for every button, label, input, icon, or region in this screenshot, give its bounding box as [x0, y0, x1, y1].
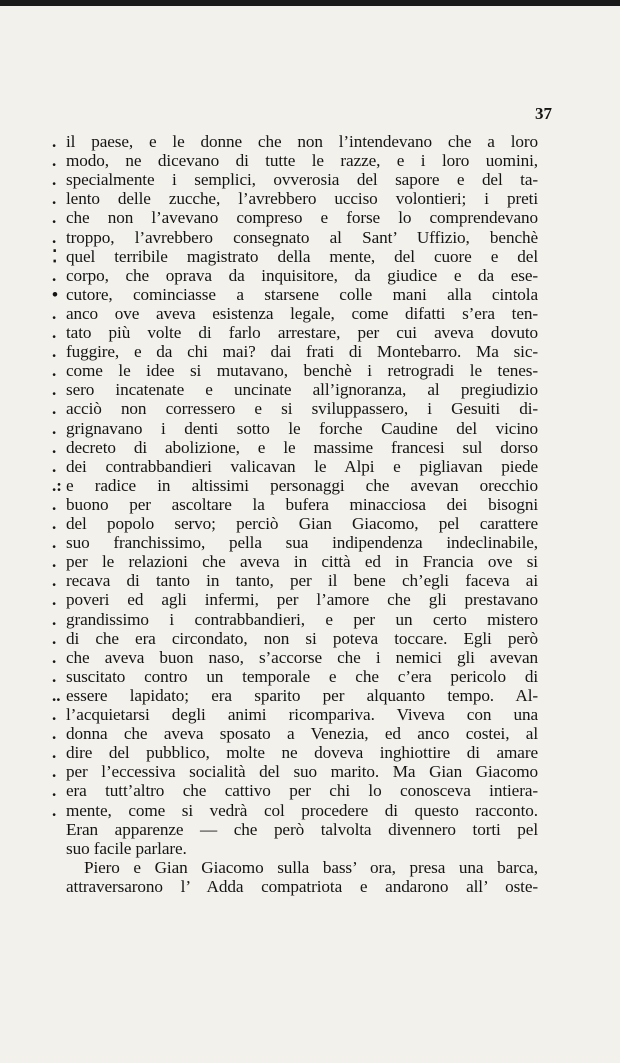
margin-mark: . [52, 189, 57, 208]
margin-mark: . [52, 801, 57, 820]
page-number: 37 [535, 104, 552, 123]
margin-mark: . [52, 380, 57, 399]
text-line: dire del pubblico, molte ne doveva inghiottire di amare [66, 743, 538, 762]
margin-mark: . [52, 724, 57, 743]
margin-mark: . [52, 151, 57, 170]
text-line: quel terribile magistrato della mente, del cuore e del [66, 247, 538, 266]
text-line: anco ove aveva esistenza legale, come difatti s’era ten- [66, 304, 538, 323]
text-line: buono per ascoltare la bufera minacciosa dei bisogni [66, 495, 538, 514]
text-line: recava di tanto in tanto, per il bene ch’egli faceva ai [66, 571, 538, 590]
text-line: tato più volte di farlo arrestare, per cui aveva dovuto [66, 323, 538, 342]
text-line: decreto di abolizione, e le massime francesi sul dorso [66, 438, 538, 457]
page-top-edge [0, 0, 620, 6]
margin-mark: . [52, 399, 57, 418]
margin-mark: . [52, 132, 57, 151]
margin-mark: ⁚ [52, 247, 58, 266]
text-line: e radice in altissimi personaggi che avevan orecchio [66, 476, 538, 495]
text-line: attraversarono l’ Adda compatriota e andarono all’ oste- [66, 877, 538, 896]
text-line: corpo, che oprava da inquisitore, da giudice e da ese- [66, 266, 538, 285]
text-line: grandissimo i contrabbandieri, e per un certo mistero [66, 610, 538, 629]
margin-mark: . [52, 323, 57, 342]
text-line: grignavano i denti sotto le forche Caudine del vicino [66, 419, 538, 438]
margin-mark: . [52, 762, 57, 781]
margin-mark: . [52, 629, 57, 648]
text-line: suscitato contro un temporale e che c’era pericolo di [66, 667, 538, 686]
text-line: Eran apparenze — che però talvolta divennero torti pel [66, 820, 538, 839]
text-line: per l’eccessiva socialità del suo marito. Ma Gian Giacomo [66, 762, 538, 781]
margin-mark: .: [52, 476, 62, 495]
margin-mark: . [52, 514, 57, 533]
text-line: che aveva buon naso, s’accorse che i nemici gli avevan [66, 648, 538, 667]
text-line: suo franchissimo, pella sua indipendenza indeclinabile, [66, 533, 538, 552]
margin-mark: . [52, 495, 57, 514]
text-line: come le idee si mutavano, benchè i retrogradi le tenes- [66, 361, 538, 380]
margin-mark: . [52, 743, 57, 762]
text-line: acciò non corressero e si sviluppassero, i Gesuiti di- [66, 399, 538, 418]
margin-mark: . [52, 571, 57, 590]
text-line: sero incatenate e uncinate all’ignoranza, al pregiudizio [66, 380, 538, 399]
margin-mark: . [52, 419, 57, 438]
margin-mark: . [52, 457, 57, 476]
text-line: era tutt’altro che cattivo per chi lo conosceva intiera- [66, 781, 538, 800]
margin-mark: . [52, 266, 57, 285]
margin-mark: . [52, 781, 57, 800]
margin-mark: • [52, 285, 58, 304]
text-line: modo, ne dicevano di tutte le razze, e i loro uomini, [66, 151, 538, 170]
margin-mark: .. [52, 686, 61, 705]
text-line: dei contrabbandieri valicavan le Alpi e pigliavan piede [66, 457, 538, 476]
margin-mark: . [52, 304, 57, 323]
margin-mark: . [52, 208, 57, 227]
text-line: donna che aveva sposato a Venezia, ed anco costei, al [66, 724, 538, 743]
margin-mark: . [52, 667, 57, 686]
margin-mark: . [52, 610, 57, 629]
margin-mark: . [52, 361, 57, 380]
text-line: di che era circondato, non si poteva toccare. Egli però [66, 629, 538, 648]
text-line: del popolo servo; perciò Gian Giacomo, pel carattere [66, 514, 538, 533]
margin-mark: . [52, 590, 57, 609]
margin-mark: . [52, 170, 57, 189]
text-line: l’acquietarsi degli animi ricompariva. Viveva con una [66, 705, 538, 724]
text-line: lento delle zucche, l’avrebbero ucciso volontieri; i preti [66, 189, 538, 208]
margin-mark: . [52, 648, 57, 667]
margin-mark: . [52, 228, 57, 247]
text-line: il paese, e le donne che non l’intendevano che a loro [66, 132, 538, 151]
text-line: fuggire, e da chi mai? dai frati di Montebarro. Ma sic- [66, 342, 538, 361]
text-line: suo facile parlare. [66, 839, 187, 858]
text-line: che non l’avevano compreso e forse lo comprendevano [66, 208, 538, 227]
text-line: per le relazioni che aveva in città ed in Francia ove si [66, 552, 538, 571]
text-line: troppo, l’avrebbero consegnato al Sant’ Uffizio, benchè [66, 228, 538, 247]
text-line: specialmente i semplici, ovverosia del sapore e del ta- [66, 170, 538, 189]
text-line: Piero e Gian Giacomo sulla bass’ ora, presa una barca, [84, 858, 538, 877]
margin-mark: . [52, 552, 57, 571]
margin-mark: . [52, 342, 57, 361]
text-line: mente, come si vedrà col procedere di questo racconto. [66, 801, 538, 820]
margin-mark: . [52, 533, 57, 552]
text-line: essere lapidato; era sparito per alquanto tempo. Al- [66, 686, 538, 705]
margin-mark: . [52, 705, 57, 724]
margin-mark: . [52, 438, 57, 457]
text-line: poveri ed agli infermi, per l’amore che gli prestavano [66, 590, 538, 609]
text-line: cutore, cominciasse a starsene colle mani alla cintola [66, 285, 538, 304]
